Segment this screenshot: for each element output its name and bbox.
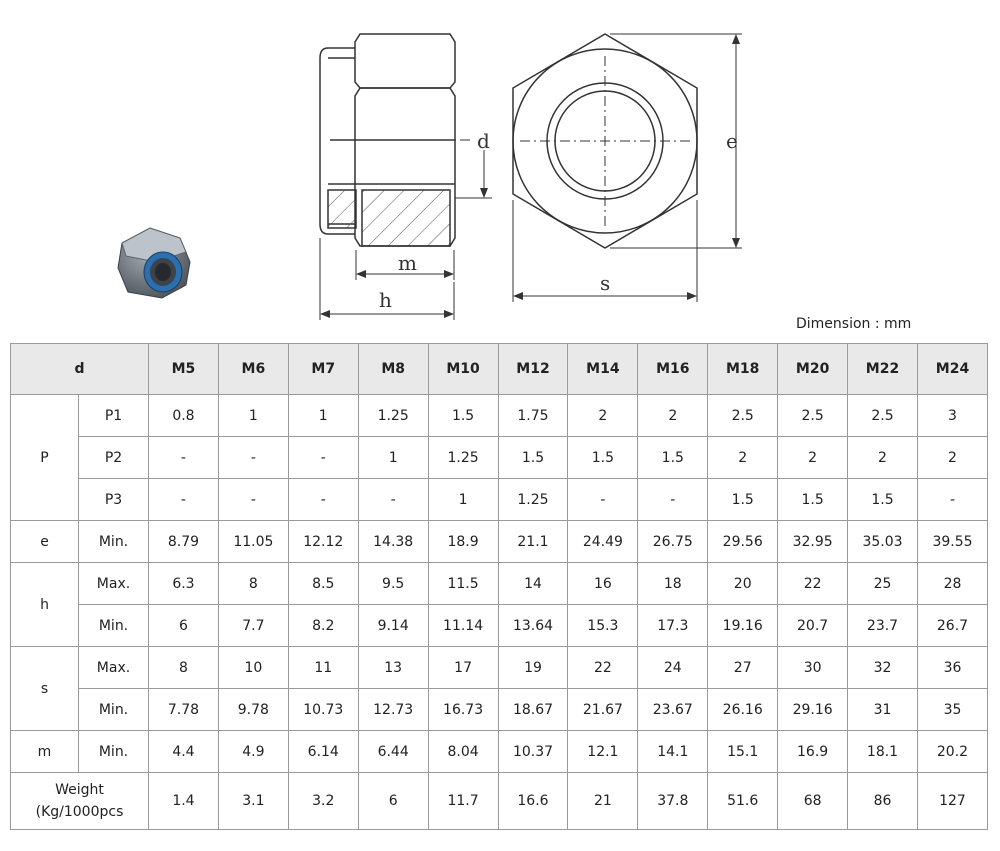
table-cell: 0.8 bbox=[149, 395, 219, 437]
table-cell: 14.1 bbox=[638, 731, 708, 773]
sub-label: P3 bbox=[79, 479, 149, 521]
label-e: e bbox=[726, 129, 738, 153]
table-cell: 36 bbox=[917, 647, 987, 689]
header-d: d bbox=[11, 344, 149, 395]
table-cell: 1 bbox=[288, 395, 358, 437]
table-cell: 18.67 bbox=[498, 689, 568, 731]
table-cell: 4.4 bbox=[149, 731, 219, 773]
table-cell: 11.05 bbox=[218, 521, 288, 563]
table-cell: 24.49 bbox=[568, 521, 638, 563]
table-cell: 13.64 bbox=[498, 605, 568, 647]
sub-label: Min. bbox=[79, 731, 149, 773]
table-cell: 6.3 bbox=[149, 563, 219, 605]
header-size: M7 bbox=[288, 344, 358, 395]
table-cell: 8.2 bbox=[288, 605, 358, 647]
table-row bbox=[11, 731, 988, 773]
table-cell: 29.56 bbox=[708, 521, 778, 563]
table-cell: 16.6 bbox=[498, 773, 568, 830]
table-cell: 37.8 bbox=[638, 773, 708, 830]
table-cell: 1 bbox=[428, 479, 498, 521]
table-cell: 4.9 bbox=[218, 731, 288, 773]
table-cell: 22 bbox=[568, 647, 638, 689]
header-size: M10 bbox=[428, 344, 498, 395]
table-cell: 23.67 bbox=[638, 689, 708, 731]
table-cell: 26.75 bbox=[638, 521, 708, 563]
label-d: d bbox=[477, 129, 490, 153]
table-cell: 11.5 bbox=[428, 563, 498, 605]
table-cell: 11.14 bbox=[428, 605, 498, 647]
table-cell: 1.75 bbox=[498, 395, 568, 437]
table-cell: - bbox=[638, 479, 708, 521]
table-cell: - bbox=[218, 479, 288, 521]
table-cell: 12.73 bbox=[358, 689, 428, 731]
header-size: M20 bbox=[778, 344, 848, 395]
group-label: P bbox=[11, 395, 79, 521]
table-cell: 2.5 bbox=[708, 395, 778, 437]
table-cell: 20.2 bbox=[917, 731, 987, 773]
table-cell: 8 bbox=[149, 647, 219, 689]
table-cell: 2.5 bbox=[848, 395, 918, 437]
table-cell: 26.7 bbox=[917, 605, 987, 647]
table-cell: 9.14 bbox=[358, 605, 428, 647]
table-cell: 1.5 bbox=[778, 479, 848, 521]
table-cell: 8.79 bbox=[149, 521, 219, 563]
table-cell: 19 bbox=[498, 647, 568, 689]
sub-label: Min. bbox=[79, 689, 149, 731]
table-cell: 1.5 bbox=[708, 479, 778, 521]
table-cell: 11 bbox=[288, 647, 358, 689]
table-cell: 17.3 bbox=[638, 605, 708, 647]
table-cell: 1.25 bbox=[358, 395, 428, 437]
table-cell: 13 bbox=[358, 647, 428, 689]
group-label: m bbox=[11, 731, 79, 773]
table-cell: 7.78 bbox=[149, 689, 219, 731]
table-cell: 39.55 bbox=[917, 521, 987, 563]
table-cell: - bbox=[288, 479, 358, 521]
table-cell: 51.6 bbox=[708, 773, 778, 830]
header-size: M14 bbox=[568, 344, 638, 395]
table-cell: 35 bbox=[917, 689, 987, 731]
label-m: m bbox=[398, 251, 417, 275]
table-cell: 2 bbox=[568, 395, 638, 437]
table-cell: 2 bbox=[848, 437, 918, 479]
table-cell: 17 bbox=[428, 647, 498, 689]
group-label: s bbox=[11, 647, 79, 731]
table-cell: 15.1 bbox=[708, 731, 778, 773]
table-cell: - bbox=[568, 479, 638, 521]
table-cell: 1.5 bbox=[848, 479, 918, 521]
table-cell: 32.95 bbox=[778, 521, 848, 563]
table-row bbox=[11, 563, 988, 605]
table-cell: 18.9 bbox=[428, 521, 498, 563]
table-cell: 18 bbox=[638, 563, 708, 605]
table-cell: - bbox=[358, 479, 428, 521]
table-cell: 8.04 bbox=[428, 731, 498, 773]
table-cell: - bbox=[218, 437, 288, 479]
table-cell: 32 bbox=[848, 647, 918, 689]
table-row bbox=[11, 605, 988, 647]
table-cell: 12.12 bbox=[288, 521, 358, 563]
table-cell: 2.5 bbox=[778, 395, 848, 437]
header-size: M6 bbox=[218, 344, 288, 395]
sub-label: Max. bbox=[79, 563, 149, 605]
table-cell: 6 bbox=[149, 605, 219, 647]
table-cell: - bbox=[288, 437, 358, 479]
table-cell: - bbox=[917, 479, 987, 521]
table-cell: 86 bbox=[848, 773, 918, 830]
table-cell: 30 bbox=[778, 647, 848, 689]
table-cell: 20.7 bbox=[778, 605, 848, 647]
table-cell: 21.1 bbox=[498, 521, 568, 563]
header-size: M5 bbox=[149, 344, 219, 395]
table-cell: 1.5 bbox=[498, 437, 568, 479]
table-cell: 1 bbox=[218, 395, 288, 437]
table-cell: 20 bbox=[708, 563, 778, 605]
label-s: s bbox=[600, 271, 611, 295]
table-cell: 1.25 bbox=[498, 479, 568, 521]
table-cell: 21 bbox=[568, 773, 638, 830]
top-view bbox=[513, 34, 742, 302]
table-cell: 2 bbox=[638, 395, 708, 437]
sub-label: P2 bbox=[79, 437, 149, 479]
table-cell: 10.37 bbox=[498, 731, 568, 773]
table-cell: 9.5 bbox=[358, 563, 428, 605]
table-cell: 19.16 bbox=[708, 605, 778, 647]
table-cell: 8 bbox=[218, 563, 288, 605]
table-cell: 22 bbox=[778, 563, 848, 605]
table-cell: 23.7 bbox=[848, 605, 918, 647]
table-cell: 21.67 bbox=[568, 689, 638, 731]
table-cell: 127 bbox=[917, 773, 987, 830]
sub-label: Max. bbox=[79, 647, 149, 689]
table-cell: 9.78 bbox=[218, 689, 288, 731]
table-cell: 1 bbox=[358, 437, 428, 479]
weight-label-line1: Weight bbox=[55, 782, 104, 798]
header-size: M8 bbox=[358, 344, 428, 395]
table-cell: 31 bbox=[848, 689, 918, 731]
weight-row bbox=[11, 773, 988, 830]
table-cell: 1.25 bbox=[428, 437, 498, 479]
header-size: M18 bbox=[708, 344, 778, 395]
table-cell: 1.5 bbox=[428, 395, 498, 437]
table-cell: 12.1 bbox=[568, 731, 638, 773]
table-cell: 3 bbox=[917, 395, 987, 437]
header-size: M16 bbox=[638, 344, 708, 395]
table-cell: 27 bbox=[708, 647, 778, 689]
table-cell: 1.5 bbox=[638, 437, 708, 479]
weight-label-line2: (Kg/1000pcs bbox=[35, 804, 124, 820]
table-cell: - bbox=[149, 479, 219, 521]
table-cell: 7.7 bbox=[218, 605, 288, 647]
table-cell: 1.4 bbox=[149, 773, 219, 830]
group-label: e bbox=[11, 521, 79, 563]
table-cell: 8.5 bbox=[288, 563, 358, 605]
table-cell: 3.1 bbox=[218, 773, 288, 830]
table-cell: 14 bbox=[498, 563, 568, 605]
table-cell: 16.9 bbox=[778, 731, 848, 773]
table-row bbox=[11, 521, 988, 563]
table-cell: 18.1 bbox=[848, 731, 918, 773]
table-cell: 10.73 bbox=[288, 689, 358, 731]
table-cell: 6 bbox=[358, 773, 428, 830]
table-row bbox=[11, 479, 988, 521]
group-label: h bbox=[11, 563, 79, 647]
table-cell: 24 bbox=[638, 647, 708, 689]
table-row bbox=[11, 647, 988, 689]
sub-label: Min. bbox=[79, 605, 149, 647]
table-cell: 26.16 bbox=[708, 689, 778, 731]
table-header-row bbox=[11, 344, 988, 395]
header-size: M22 bbox=[848, 344, 918, 395]
table-cell: 14.38 bbox=[358, 521, 428, 563]
table-cell: 25 bbox=[848, 563, 918, 605]
table-cell: 10 bbox=[218, 647, 288, 689]
table-cell: 6.44 bbox=[358, 731, 428, 773]
weight-label bbox=[11, 773, 149, 830]
table-cell: 16.73 bbox=[428, 689, 498, 731]
table-cell: 11.7 bbox=[428, 773, 498, 830]
header-size: M12 bbox=[498, 344, 568, 395]
nylon-insert-nut-drawing bbox=[0, 0, 1000, 330]
table-row bbox=[11, 689, 988, 731]
side-view bbox=[320, 34, 492, 320]
header-size: M24 bbox=[917, 344, 987, 395]
table-cell: 35.03 bbox=[848, 521, 918, 563]
label-h: h bbox=[379, 288, 392, 312]
table-row bbox=[11, 395, 988, 437]
table-cell: 15.3 bbox=[568, 605, 638, 647]
sub-label: P1 bbox=[79, 395, 149, 437]
table-cell: 29.16 bbox=[778, 689, 848, 731]
table-cell: 2 bbox=[708, 437, 778, 479]
table-cell: 16 bbox=[568, 563, 638, 605]
dimension-unit-note: Dimension : mm bbox=[796, 316, 912, 332]
table-cell: 2 bbox=[917, 437, 987, 479]
table-cell: 6.14 bbox=[288, 731, 358, 773]
table-cell: - bbox=[149, 437, 219, 479]
table-cell: 28 bbox=[917, 563, 987, 605]
table-cell: 68 bbox=[778, 773, 848, 830]
table-row bbox=[11, 437, 988, 479]
nut-dimension-table bbox=[10, 343, 988, 830]
nut-photo bbox=[118, 228, 190, 298]
table-cell: 3.2 bbox=[288, 773, 358, 830]
table-cell: 1.5 bbox=[568, 437, 638, 479]
sub-label: Min. bbox=[79, 521, 149, 563]
table-cell: 2 bbox=[778, 437, 848, 479]
